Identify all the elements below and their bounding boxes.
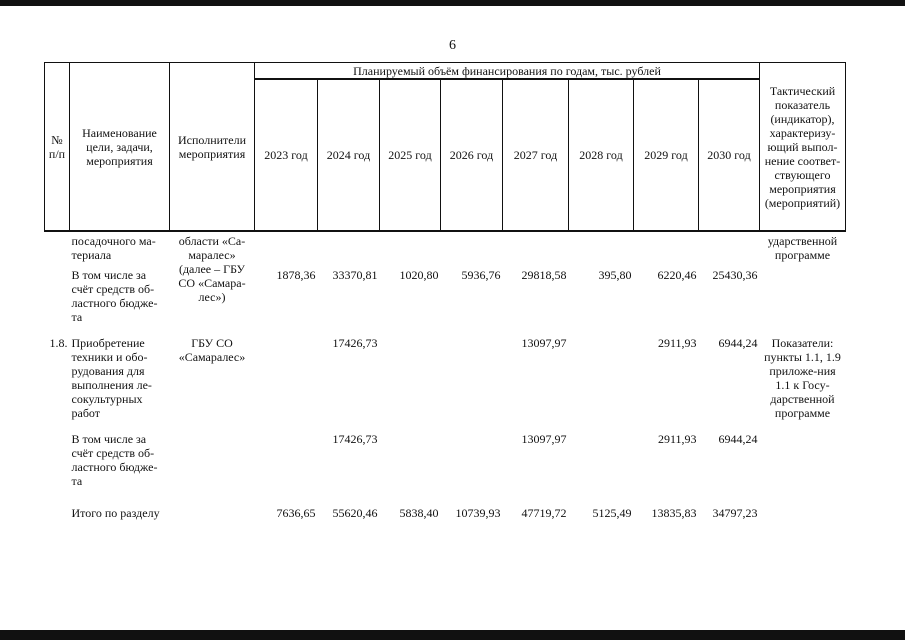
header-funding-group: Планируемый объём финансирования по годам, тыс. рублей xyxy=(255,63,760,80)
header-year: 2026 год xyxy=(441,79,503,231)
header-year: 2027 год xyxy=(503,79,569,231)
scan-border-bottom xyxy=(0,630,905,640)
cell-value xyxy=(569,336,634,420)
header-year: 2025 год xyxy=(380,79,441,231)
cell-value: 5838,40 xyxy=(399,506,439,520)
row-name: В том числе за счёт средств об-ластного бюдже-та xyxy=(71,268,158,324)
cell-value: 6944,24 xyxy=(718,432,758,446)
cell-value: 17426,73 xyxy=(332,432,378,446)
row-executor: ГБУ СО «Самаралес» xyxy=(178,336,246,364)
cell-value: 55620,46 xyxy=(332,506,378,520)
header-name: Наименование цели, задачи, мероприятия xyxy=(70,63,170,232)
table-row xyxy=(45,432,846,488)
cell-value: 395,80 xyxy=(598,268,632,282)
cell-value xyxy=(441,336,503,420)
header-year: 2030 год xyxy=(699,79,760,231)
cell-value xyxy=(380,336,441,420)
cell-value: 5125,49 xyxy=(592,506,632,520)
table-row-continuation xyxy=(45,231,846,262)
cell-value: 7636,65 xyxy=(276,506,316,520)
financing-table xyxy=(44,62,846,520)
row-number: 1.8. xyxy=(49,336,68,350)
cell-value: 2911,93 xyxy=(657,336,697,350)
header-executor: Исполнители мероприятия xyxy=(170,63,255,232)
header-year: 2024 год xyxy=(318,79,380,231)
page-number: 6 xyxy=(449,38,456,53)
cell-value: 33370,81 xyxy=(332,268,378,282)
cell-value: 13835,83 xyxy=(651,506,697,520)
header-year: 2028 год xyxy=(569,79,634,231)
header-year: 2029 год xyxy=(634,79,699,231)
cell-value xyxy=(255,336,318,420)
row-indicator: ударственной программе xyxy=(767,234,838,262)
cell-value xyxy=(380,432,441,488)
cell-value xyxy=(441,432,503,488)
cell-value: 6220,46 xyxy=(657,268,697,282)
cell-value: 1020,80 xyxy=(399,268,439,282)
scan-border-top xyxy=(0,0,905,6)
cell-value: 6944,24 xyxy=(718,336,758,350)
cell-value: 17426,73 xyxy=(332,336,378,350)
cell-value: 10739,93 xyxy=(455,506,501,520)
row-name: Итого по разделу xyxy=(71,506,160,520)
table-row xyxy=(45,262,846,324)
header-year: 2023 год xyxy=(255,79,318,231)
cell-value: 34797,23 xyxy=(712,506,758,520)
row-indicator: Показатели: пункты 1.1, 1.9 приложе-ния 1.1 к Госу-дарственной программе xyxy=(764,336,841,420)
row-name: посадочного ма-териала xyxy=(71,234,156,262)
table-row xyxy=(45,336,846,420)
cell-value: 2911,93 xyxy=(657,432,697,446)
row-name: Приобретение техники и обо-рудования для выполнения ле-сокультурных работ xyxy=(71,336,152,420)
cell-value: 13097,97 xyxy=(521,336,567,350)
cell-value: 25430,36 xyxy=(712,268,758,282)
cell-value: 13097,97 xyxy=(521,432,567,446)
header-number: № п/п xyxy=(45,63,70,232)
row-executor: области «Са-маралес» (далее – ГБУ СО «Самара-лес») xyxy=(178,234,246,304)
table-row-total xyxy=(45,506,846,520)
cell-value: 1878,36 xyxy=(276,268,316,282)
cell-value xyxy=(569,432,634,488)
cell-value: 5936,76 xyxy=(461,268,501,282)
cell-value xyxy=(255,432,318,488)
cell-value: 47719,72 xyxy=(521,506,567,520)
cell-value: 29818,58 xyxy=(521,268,567,282)
row-name: В том числе за счёт средств об-ластного бюдже-та xyxy=(71,432,158,488)
header-indicator: Тактический показатель (индикатор), характеризу-ющий выпол-нение соответ-ствующего мероприятия (мероприятий) xyxy=(760,63,846,232)
